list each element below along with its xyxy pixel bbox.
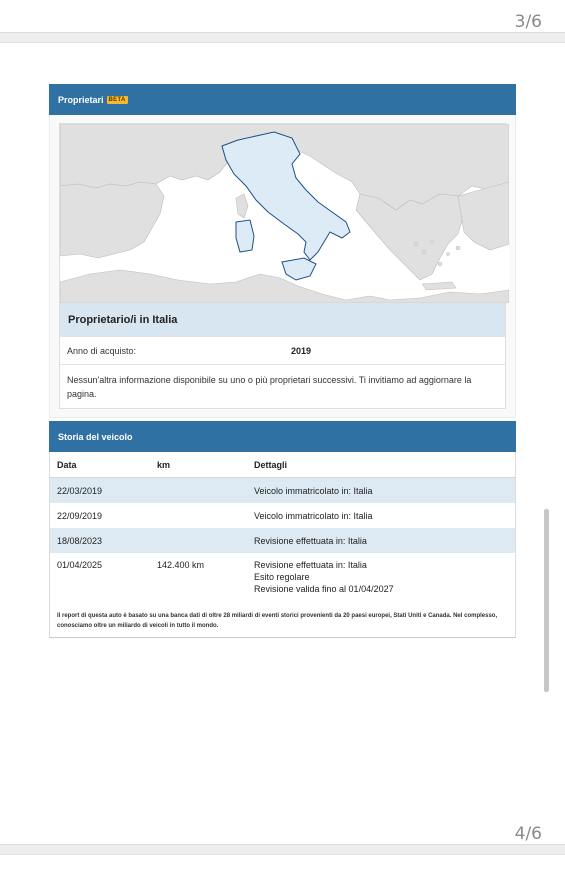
row-details: Veicolo immatricolato in: Italia [247,478,515,504]
purchase-year-row [60,336,505,364]
italy-map [60,124,509,303]
purchase-year-value: 2019 [291,345,312,356]
page-separator-bottom [0,844,565,855]
row-km: 142.400 km [157,560,205,570]
row-details [247,553,515,601]
row-km [150,503,247,528]
history-header [49,421,516,452]
owners-note: Nessun'altra informazione disponibile su uno o più proprietari successivi. Ti invitiamo ad aggiornare la pagina. [60,364,505,408]
sardinia-shape [236,220,254,252]
history-card [49,421,516,638]
row-details: Veicolo immatricolato in: Italia [254,510,373,521]
row-date: 01/04/2025 [57,560,103,570]
column-header-details: Dettagli [247,452,515,478]
history-header-row [50,452,515,478]
row-km [150,528,247,553]
purchase-year-label: Anno di acquisto: [67,345,137,356]
row-details: Revisione effettuata in: Italia [247,528,515,553]
column-header-km: km [150,452,247,478]
page-indicator-top: 3/6 [514,12,542,32]
beta-badge: BETA [108,96,126,103]
row-detail-line: Revisione effettuata in: Italia [254,560,367,570]
history-title: Storia del veicolo [58,431,133,442]
row-date: 18/08/2023 [50,528,150,553]
column-header-date: Data [50,452,150,478]
row-date: 22/09/2019 [57,510,103,521]
history-footnote: Il report di questa auto è basato su una banca dati di oltre 28 miliardi di eventi storici provenienti da 20 paesi europei, Stati Uniti e Canada. Nel complesso, conosciamo oltre un miliardo di veicoli in tutto il mondo. [57,613,498,629]
owners-title: Proprietari [58,94,104,105]
page-indicator-bottom: 4/6 [514,824,542,844]
owners-header [49,84,516,115]
owners-card [49,84,516,418]
map-svg [60,124,509,303]
table-row [50,528,515,553]
page-separator-top [0,32,565,43]
row-detail-line: Revisione valida fino al 01/04/2027 [254,584,394,594]
owners-body [49,115,516,418]
scrollbar-thumb[interactable] [544,509,549,692]
history-table [50,452,515,601]
row-date: 22/03/2019 [50,478,150,504]
row-km [150,478,247,504]
table-row [50,553,515,601]
owner-box [59,123,506,409]
table-row [50,503,515,528]
row-detail-line: Esito regolare [254,572,310,582]
history-body [49,452,516,638]
owner-country-heading: Proprietario/i in Italia [60,303,505,336]
table-row [50,478,515,504]
